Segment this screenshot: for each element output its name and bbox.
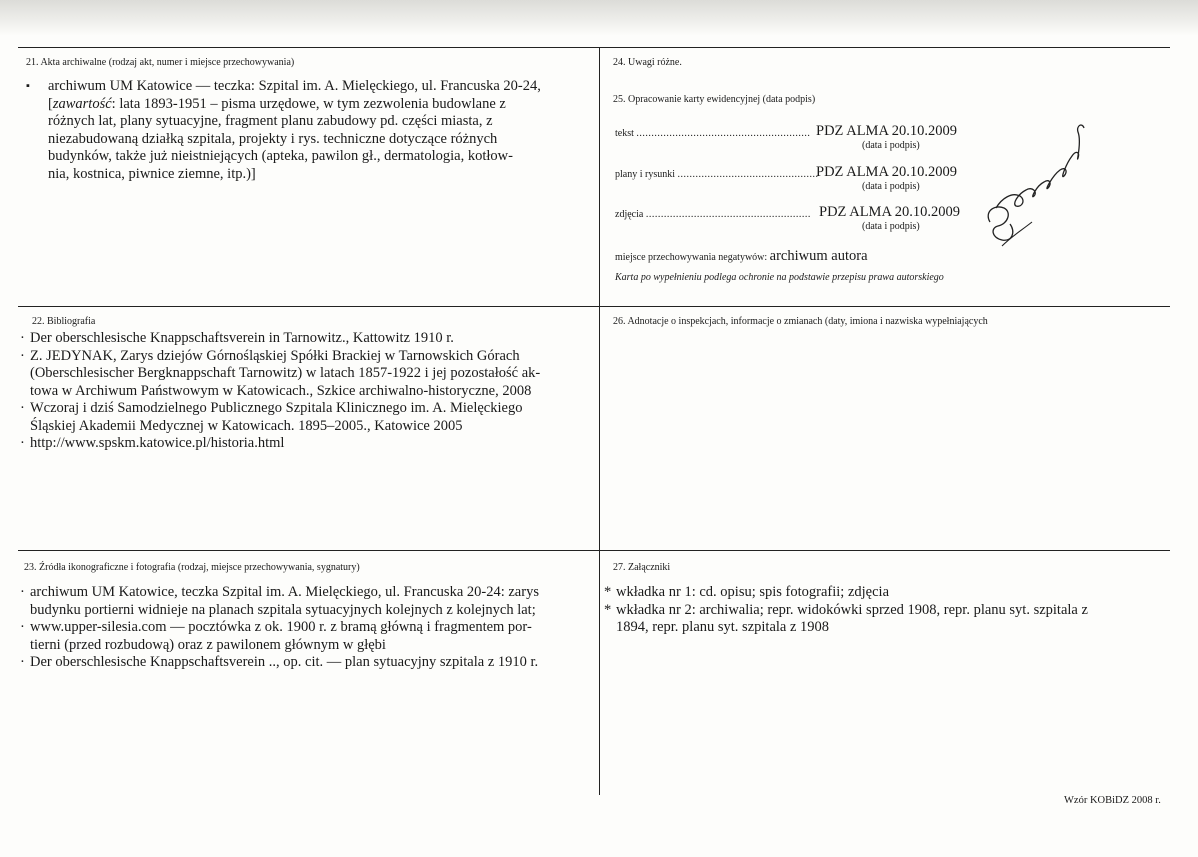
section-21-body: [26, 78, 590, 183]
dot-bullet-icon: ·: [20, 347, 25, 364]
dot-bullet-icon: ·: [20, 400, 25, 416]
negatives-location: miejsce przechowywania negatywów: archiwum autora: [615, 248, 868, 264]
row-divider-2: [18, 550, 1170, 551]
iconography-item: · Der oberschlesische Knappschaftsverein .., op. cit. — plan sytuacyjny szpitala z 1910 r.: [20, 654, 539, 670]
signature-row-plans: plany i rysunki ...............................................: [615, 169, 819, 180]
archive-line: niezabudowaną działką szpitala, projekty i rys. techniczne dotyczące różnych: [48, 130, 498, 147]
asterisk-bullet-icon: *: [604, 601, 612, 618]
section-23-title: 23. Źródła ikonograficzne i fotografia (rodzaj, miejsce przechowywania, sygnatury): [24, 562, 360, 573]
data-i-podpis-label: (data i podpis): [862, 221, 920, 232]
row-divider-1: [18, 306, 1170, 307]
form-template-label: Wzór KOBiDZ 2008 r.: [1064, 795, 1161, 806]
bibliography-item: · Z. JEDYNAK, Zarys dziejów Górnośląskiej Spółki Brackiej w Tarnowskich Górach (Oberschlesischer Bergknappschaft Tarnowitz) w latach 1857-1922 i jej pozostałość ak- towa w Archiwum Państwowym w Katowicach., Szkice archiwalno-historyczne, 2008: [20, 347, 541, 399]
bibliography-item: · Wczoraj i dziś Samodzielnego Publicznego Szpitala Klinicznego im. A. Mielęckiego Śląskiej Akademii Medycznej w Katowicach. 1895–2005., Katowice 2005: [20, 400, 523, 434]
data-i-podpis-label: (data i podpis): [862, 140, 920, 151]
section-24-title: 24. Uwagi różne.: [613, 57, 682, 68]
section-27-title: 27. Załączniki: [613, 562, 671, 573]
archive-line: budynków, także już nieistniejących (apteka, pawilon gł., dermatologia, kotłow-: [48, 148, 513, 164]
section-21-title: 21. Akta archiwalne (rodzaj akt, numer i miejsce przechowywania): [26, 57, 295, 68]
archive-line: [zawartość: lata 1893-1951 – pisma urzędowe, w tym zezwolenia budowlane z: [48, 95, 506, 112]
dot-bullet-icon: ·: [20, 619, 25, 635]
attachment-item: * wkładka nr 1: cd. opisu; spis fotografii; zdjęcia: [604, 584, 890, 600]
archive-line: archiwum UM Katowice — teczka: Szpital im. A. Mielęckiego, ul. Francuska 20-24,: [48, 78, 541, 94]
top-border: [18, 47, 1170, 48]
section-26-title: 26. Adnotacje o inspekcjach, informacje o zmianach (daty, imiona i nazwiska wypełniających: [613, 316, 988, 327]
bibliography-item: · Der oberschlesische Knappschaftsverein in Tarnowitz., Kattowitz 1910 r.: [20, 330, 454, 346]
dot-bullet-icon: ·: [20, 435, 25, 451]
dot-bullet-icon: ·: [20, 654, 25, 670]
dot-bullet-icon: ·: [20, 584, 25, 600]
section-25-title: 25. Opracowanie karty ewidencyjnej (data podpis): [613, 94, 816, 105]
section-27-body: [604, 584, 1164, 637]
archive-line: nia, kostnica, piwnice ziemne, itp.)]: [48, 165, 256, 182]
section-23-body: [20, 584, 598, 672]
bibliography-item: · http://www.spskm.katowice.pl/historia.html: [20, 435, 285, 451]
square-bullet-icon: ▪: [26, 80, 30, 92]
iconography-item: · archiwum UM Katowice, teczka Szpital im. A. Mielęckiego, ul. Francuska 20-24: zarys budynku portierni widnieje na planach szpitala sytuacyjnych kolejnych z kolejnych lat;: [20, 584, 539, 618]
data-i-podpis-label: (data i podpis): [862, 181, 920, 192]
column-divider: [599, 47, 600, 795]
handwritten-signature: [982, 112, 1092, 252]
signature-row-text: tekst ..........................................................: [615, 128, 811, 139]
attachment-item: * wkładka nr 2: archiwalia; repr. widokówki sprzed 1908, repr. planu syt. szpitala z 1894, repr. planu syt. szpitala z 1908: [604, 601, 1088, 635]
archive-line: różnych lat, plany sytuacyjne, fragment planu zabudowy pd. części miasta, z: [48, 113, 493, 129]
asterisk-bullet-icon: *: [604, 584, 612, 600]
copyright-note: Karta po wypełnieniu podlega ochronie na podstawie przepisu prawa autorskiego: [615, 272, 944, 283]
scan-edge: [0, 0, 1198, 36]
section-22-title: 22. Bibliografia: [32, 316, 96, 327]
dot-bullet-icon: ·: [20, 330, 25, 346]
signature-row-photos: zdjęcia .......................................................: [615, 209, 811, 220]
section-22-body: [20, 330, 598, 453]
iconography-item: · www.upper-silesia.com — pocztówka z ok. 1900 r. z bramą główną i fragmentem por- tierni (przed rozbudową) oraz z pawilonem głównym w głębi: [20, 619, 532, 653]
